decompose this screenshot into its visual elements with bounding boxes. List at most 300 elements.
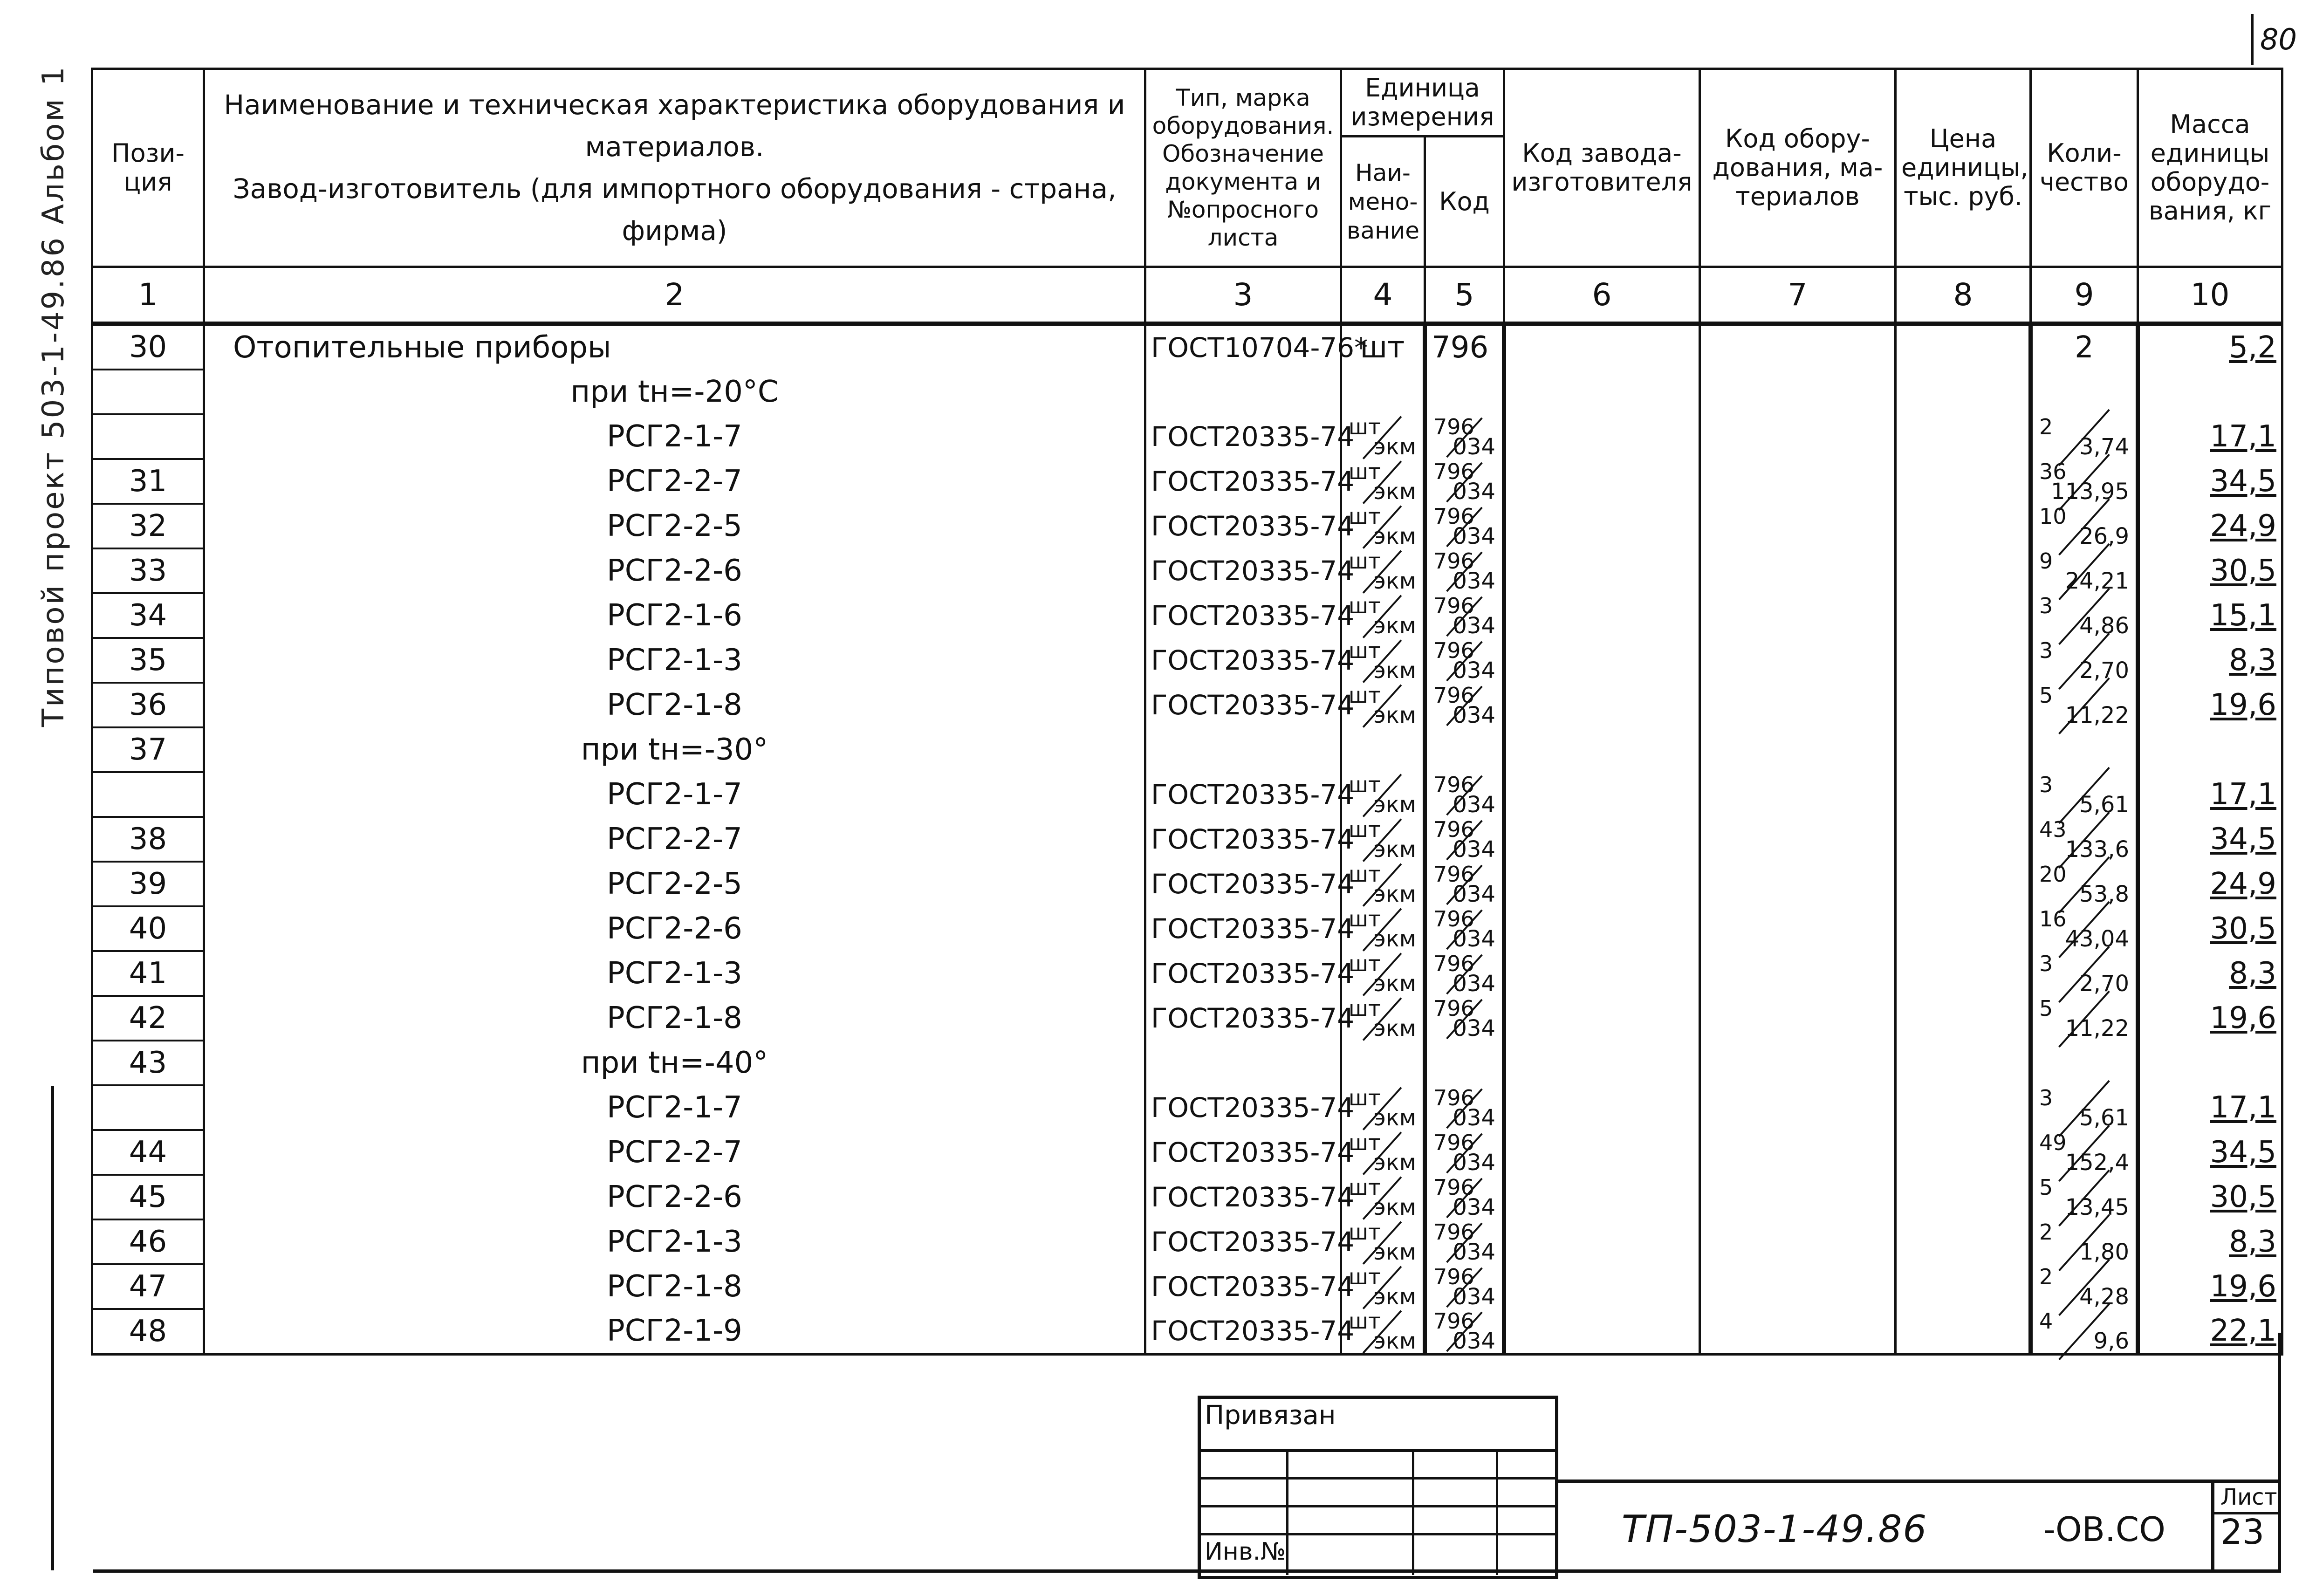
fraction-numerator: 4: [2039, 1308, 2053, 1334]
fraction: [1347, 593, 1418, 639]
row-document: ГОСТ20335-74: [1145, 414, 1341, 459]
fraction: [2037, 459, 2131, 505]
row-quantity: [2031, 370, 2138, 414]
row-factory-code: [1504, 459, 1700, 504]
row-price: [1896, 1219, 2031, 1264]
row-unit-code: [1425, 772, 1504, 817]
row-price: [1896, 638, 2031, 683]
fraction-numerator: 16: [2039, 906, 2067, 932]
fraction: [2037, 414, 2131, 460]
fraction: [1347, 1308, 1418, 1354]
row-unit: [1341, 727, 1425, 772]
fraction-denominator: экм: [1373, 1015, 1416, 1041]
row-mass: 30,5: [2138, 548, 2282, 593]
row-quantity: [2031, 1130, 2138, 1175]
fraction: [2037, 1308, 2131, 1354]
header-unit-code: Код: [1425, 137, 1504, 267]
fraction-numerator: шт: [1349, 548, 1381, 574]
fraction-numerator: 796: [1433, 772, 1474, 797]
fraction-numerator: шт: [1349, 1219, 1381, 1245]
row-factory-code: [1504, 996, 1700, 1041]
column-numbers-row: [92, 267, 2282, 324]
stamp-divider: [1198, 1533, 1558, 1535]
fraction-denominator: 034: [1453, 479, 1495, 505]
table-row: [92, 1085, 2282, 1130]
row-unit: [1341, 683, 1425, 727]
sheet-number: 23: [2220, 1512, 2265, 1552]
row-equipment-code: [1700, 1264, 1896, 1309]
fraction: [2037, 638, 2131, 684]
row-document: [1145, 727, 1341, 772]
fraction-numerator: 3: [2039, 593, 2053, 618]
table-row: [92, 996, 2282, 1041]
row-equipment-code: [1700, 1219, 1896, 1264]
fraction: [1432, 1219, 1497, 1265]
table-row: [92, 727, 2282, 772]
row-unit-code: [1425, 1130, 1504, 1175]
row-factory-code: [1504, 324, 1700, 370]
fraction: [1347, 817, 1418, 863]
row-position: 33: [92, 548, 204, 593]
row-position: 37: [92, 727, 204, 772]
row-quantity: [2031, 1264, 2138, 1309]
fraction-numerator: шт: [1349, 593, 1381, 618]
row-factory-code: [1504, 1309, 1700, 1354]
fraction-numerator: 5: [2039, 683, 2053, 708]
row-unit-code: [1425, 1041, 1504, 1085]
table-row: [92, 772, 2282, 817]
fraction-denominator: 43,04: [2065, 926, 2129, 952]
title-block-divider: [2211, 1480, 2214, 1573]
row-quantity: [2031, 951, 2138, 996]
row-quantity: [2031, 548, 2138, 593]
row-mass: 24,9: [2138, 504, 2282, 548]
empty-cell: [1425, 1354, 1504, 1360]
fraction-denominator: 152,4: [2065, 1150, 2129, 1176]
row-factory-code: [1504, 370, 1700, 414]
fraction-denominator: 034: [1453, 434, 1495, 460]
column-number: 1: [92, 267, 204, 324]
row-factory-code: [1504, 862, 1700, 906]
fraction-denominator: 034: [1453, 658, 1495, 684]
row-mass: 30,5: [2138, 1175, 2282, 1219]
row-price: [1896, 414, 2031, 459]
row-mass: 17,1: [2138, 414, 2282, 459]
fraction: [1432, 862, 1497, 907]
fraction-denominator: 034: [1453, 1015, 1495, 1041]
fraction-numerator: 2: [2039, 1219, 2053, 1245]
row-factory-code: [1504, 727, 1700, 772]
row-equipment-code: [1700, 459, 1896, 504]
fraction-denominator: 5,61: [2079, 792, 2129, 818]
row-position: 36: [92, 683, 204, 727]
row-quantity: [2031, 996, 2138, 1041]
fraction-numerator: шт: [1349, 638, 1381, 663]
fraction-denominator: экм: [1373, 702, 1416, 728]
table-row: [92, 1219, 2282, 1264]
fraction-numerator: шт: [1349, 1264, 1381, 1289]
row-document: ГОСТ20335-74: [1145, 459, 1341, 504]
row-mass: [2138, 370, 2282, 414]
fraction-numerator: шт: [1349, 862, 1381, 887]
header-name: Наименование и техническая характеристика оборудования и материалов. Завод-изготовитель (для импортного оборудования - страна, фирма): [204, 69, 1145, 267]
row-mass: 5,2: [2138, 324, 2282, 370]
fraction-numerator: 796: [1433, 1219, 1474, 1245]
fraction: [1347, 414, 1418, 460]
row-equipment-code: [1700, 996, 1896, 1041]
row-equipment-code: [1700, 593, 1896, 638]
row-unit: [1341, 414, 1425, 459]
fraction-numerator: 796: [1433, 414, 1474, 439]
header-factory-code: Код завода-изготовителя: [1504, 69, 1700, 267]
title-block-top-line: [1556, 1480, 2281, 1483]
row-price: [1896, 370, 2031, 414]
stamp-divider: [1198, 1449, 1558, 1452]
row-factory-code: [1504, 906, 1700, 951]
fraction: [1347, 548, 1418, 594]
row-factory-code: [1504, 1130, 1700, 1175]
row-unit: [1341, 772, 1425, 817]
fraction: [1432, 1085, 1497, 1131]
table-row: [92, 951, 2282, 996]
table-header: [92, 69, 2282, 324]
table-row: [92, 324, 2282, 370]
row-position: 30: [92, 324, 204, 370]
header-quantity: Коли-чество: [2031, 69, 2138, 267]
row-unit: [1341, 1085, 1425, 1130]
row-factory-code: [1504, 951, 1700, 996]
fraction: [2037, 951, 2131, 997]
row-quantity: [2031, 683, 2138, 727]
header-position: Пози- ция: [92, 69, 204, 267]
fraction: [1347, 506, 1418, 547]
row-quantity: 2: [2031, 324, 2138, 370]
row-quantity: [2031, 817, 2138, 862]
row-document: ГОСТ20335-74: [1145, 683, 1341, 727]
fraction-numerator: 9: [2039, 548, 2053, 574]
fraction-denominator: 113,95: [2051, 479, 2129, 505]
fraction-denominator: 26,9: [2079, 523, 2129, 549]
fraction: [2037, 1264, 2131, 1310]
row-unit: [1341, 638, 1425, 683]
row-position: [92, 772, 204, 817]
fraction: [1347, 638, 1418, 684]
fraction: [1347, 1177, 1418, 1218]
fraction-denominator: 034: [1453, 792, 1495, 818]
fraction-numerator: шт: [1349, 683, 1381, 708]
row-position: 31: [92, 459, 204, 504]
row-equipment-code: [1700, 1041, 1896, 1085]
fraction-numerator: 43: [2039, 817, 2067, 842]
fraction-numerator: шт: [1349, 951, 1381, 976]
fraction-denominator: экм: [1373, 523, 1416, 549]
fraction-denominator: 034: [1453, 702, 1495, 728]
fraction-denominator: экм: [1373, 1194, 1416, 1220]
fraction-denominator: экм: [1373, 568, 1416, 594]
row-name: РСГ2-1-8: [204, 1264, 1145, 1309]
row-quantity: [2031, 1309, 2138, 1354]
column-number: 8: [1896, 267, 2031, 324]
fraction-denominator: 034: [1453, 1150, 1495, 1176]
table-row: [92, 1041, 2282, 1085]
row-equipment-code: [1700, 906, 1896, 951]
empty-cell: [1504, 1354, 1700, 1360]
row-price: [1896, 548, 2031, 593]
fraction: [1432, 1130, 1497, 1176]
column-number: 5: [1425, 267, 1504, 324]
row-name: РСГ2-1-9: [204, 1309, 1145, 1354]
empty-cell: [92, 1354, 204, 1360]
fraction-denominator: 53,8: [2079, 881, 2129, 907]
row-equipment-code: [1700, 951, 1896, 996]
fraction-denominator: экм: [1373, 613, 1416, 639]
fraction-denominator: 034: [1453, 568, 1495, 594]
fraction-numerator: 5: [2039, 996, 2053, 1021]
row-position: 43: [92, 1041, 204, 1085]
row-factory-code: [1504, 1041, 1700, 1085]
column-number: 9: [2031, 267, 2138, 324]
row-name: РСГ2-1-7: [204, 772, 1145, 817]
fraction-denominator: 133,6: [2065, 836, 2129, 863]
fraction-numerator: 796: [1433, 951, 1474, 976]
fraction-denominator: экм: [1373, 1150, 1416, 1176]
header-type: Тип, марка оборудования. Обозначение документа и №опросного листа: [1145, 69, 1341, 267]
row-position: 42: [92, 996, 204, 1041]
fraction: [1432, 998, 1497, 1039]
row-quantity: [2031, 906, 2138, 951]
fraction: [1432, 506, 1497, 547]
fraction: [1432, 414, 1497, 460]
row-unit-code: [1425, 593, 1504, 638]
row-unit: [1341, 862, 1425, 906]
row-factory-code: [1504, 1175, 1700, 1219]
row-unit-code: [1425, 459, 1504, 504]
table-body: [92, 324, 2282, 1361]
empty-cell: [2031, 1354, 2138, 1360]
stamp-divider: [1412, 1449, 1414, 1575]
row-unit-code: [1425, 1175, 1504, 1219]
fraction-numerator: 3: [2039, 638, 2053, 663]
fraction-numerator: 796: [1433, 638, 1474, 663]
row-price: [1896, 996, 2031, 1041]
row-name: РСГ2-1-7: [204, 414, 1145, 459]
row-price: [1896, 459, 2031, 504]
table-row: [92, 459, 2282, 504]
row-price: [1896, 1041, 2031, 1085]
empty-cell: [1700, 1354, 1896, 1360]
fraction-denominator: 034: [1453, 1328, 1495, 1354]
row-unit: [1341, 996, 1425, 1041]
row-unit-code: [1425, 1309, 1504, 1354]
row-price: [1896, 1175, 2031, 1219]
fraction-numerator: шт: [1349, 414, 1381, 439]
row-unit: [1341, 951, 1425, 996]
row-equipment-code: [1700, 504, 1896, 548]
table-row: [92, 1309, 2282, 1354]
row-quantity: [2031, 593, 2138, 638]
row-price: [1896, 683, 2031, 727]
row-unit-code: [1425, 862, 1504, 906]
table-row: [92, 862, 2282, 906]
table-row: [92, 1175, 2282, 1219]
row-mass: 34,5: [2138, 817, 2282, 862]
row-equipment-code: [1700, 548, 1896, 593]
table-right-edge: [2278, 1333, 2281, 1573]
fraction-numerator: 796: [1433, 1308, 1474, 1334]
row-name: РСГ2-2-6: [204, 548, 1145, 593]
fraction-numerator: шт: [1349, 1175, 1381, 1200]
row-quantity: [2031, 727, 2138, 772]
row-unit: [1341, 1175, 1425, 1219]
row-position: 47: [92, 1264, 204, 1309]
row-name: РСГ2-1-3: [204, 638, 1145, 683]
table-row: [92, 1264, 2282, 1309]
fraction-numerator: шт: [1349, 1085, 1381, 1110]
stamp-inventory-label: Инв.№: [1205, 1538, 1286, 1566]
row-factory-code: [1504, 548, 1700, 593]
row-unit-code: [1425, 951, 1504, 996]
row-document: ГОСТ20335-74: [1145, 1085, 1341, 1130]
row-name: при tн=-20°С: [204, 370, 1145, 414]
fraction-denominator: экм: [1373, 792, 1416, 818]
row-mass: 19,6: [2138, 1264, 2282, 1309]
fraction: [1347, 1130, 1418, 1176]
fraction-denominator: 9,6: [2093, 1328, 2129, 1354]
row-name: РСГ2-2-7: [204, 459, 1145, 504]
fraction-denominator: экм: [1373, 881, 1416, 907]
row-document: ГОСТ20335-74: [1145, 1175, 1341, 1219]
row-factory-code: [1504, 1219, 1700, 1264]
row-mass: 8,3: [2138, 951, 2282, 996]
row-document: [1145, 370, 1341, 414]
empty-cell: [1145, 1354, 1341, 1360]
row-unit: [1341, 1041, 1425, 1085]
fraction-denominator: экм: [1373, 434, 1416, 460]
fraction-numerator: 796: [1433, 1130, 1474, 1155]
row-price: [1896, 1264, 2031, 1309]
stamp-divider: [1286, 1449, 1288, 1575]
column-number: 10: [2138, 267, 2282, 324]
row-price: [1896, 727, 2031, 772]
fraction-denominator: экм: [1373, 1239, 1416, 1265]
fraction: [1347, 1264, 1418, 1310]
row-unit: [1341, 593, 1425, 638]
fraction-denominator: 13,45: [2065, 1194, 2129, 1220]
row-price: [1896, 906, 2031, 951]
row-price: [1896, 324, 2031, 370]
row-mass: 34,5: [2138, 459, 2282, 504]
row-equipment-code: [1700, 638, 1896, 683]
sheet-bottom-line: [93, 1569, 2281, 1573]
row-document: ГОСТ20335-74: [1145, 817, 1341, 862]
fraction-denominator: 4,86: [2079, 613, 2129, 639]
row-document: ГОСТ20335-74: [1145, 593, 1341, 638]
fraction: [2037, 548, 2131, 594]
fraction-denominator: 24,21: [2065, 568, 2129, 594]
document-suffix: -ОВ.СО: [2043, 1510, 2165, 1549]
row-mass: 19,6: [2138, 996, 2282, 1041]
fraction: [2037, 772, 2131, 818]
fraction: [1432, 817, 1497, 863]
fraction-numerator: шт: [1349, 504, 1381, 529]
header-mass: Масса единицы оборудо-вания, кг: [2138, 69, 2282, 267]
row-mass: 17,1: [2138, 772, 2282, 817]
fraction-denominator: 5,61: [2079, 1105, 2129, 1131]
row-unit: [1341, 370, 1425, 414]
row-name: при tн=-30°: [204, 727, 1145, 772]
column-number: 4: [1341, 267, 1425, 324]
fraction-numerator: 3: [2039, 772, 2053, 797]
table-row: [92, 414, 2282, 459]
fraction: [1432, 906, 1497, 952]
row-unit-code: [1425, 996, 1504, 1041]
fraction-numerator: 796: [1433, 459, 1474, 484]
fraction-numerator: 796: [1433, 683, 1474, 708]
row-position: [92, 370, 204, 414]
row-factory-code: [1504, 593, 1700, 638]
fraction-denominator: экм: [1373, 479, 1416, 505]
fraction-numerator: 2: [2039, 1264, 2053, 1289]
fraction: [2037, 593, 2131, 639]
stamp-title: Привязан: [1205, 1400, 1336, 1431]
fraction-numerator: шт: [1349, 1130, 1381, 1155]
row-unit: [1341, 817, 1425, 862]
row-mass: 34,5: [2138, 1130, 2282, 1175]
fraction: [1347, 1085, 1418, 1131]
row-mass: 17,1: [2138, 1085, 2282, 1130]
stamp-divider: [1496, 1449, 1498, 1575]
row-mass: 15,1: [2138, 593, 2282, 638]
row-equipment-code: [1700, 370, 1896, 414]
fraction-numerator: шт: [1349, 772, 1381, 797]
row-document: ГОСТ20335-74: [1145, 906, 1341, 951]
row-document: ГОСТ20335-74: [1145, 504, 1341, 548]
fraction-numerator: 20: [2039, 862, 2067, 887]
row-unit-code: [1425, 683, 1504, 727]
fraction: [1432, 685, 1497, 726]
fraction: [1347, 906, 1418, 952]
column-number: 2: [204, 267, 1145, 324]
fraction-numerator: шт: [1349, 817, 1381, 842]
fraction-numerator: 796: [1433, 593, 1474, 618]
row-position: 48: [92, 1309, 204, 1354]
row-unit-code: [1425, 727, 1504, 772]
fraction-numerator: 796: [1433, 817, 1474, 842]
row-document: ГОСТ20335-74: [1145, 951, 1341, 996]
row-name: РСГ2-2-5: [204, 504, 1145, 548]
row-unit: [1341, 459, 1425, 504]
row-price: [1896, 862, 2031, 906]
fraction: [1432, 593, 1497, 639]
fraction: [1432, 548, 1497, 594]
row-position: 35: [92, 638, 204, 683]
row-equipment-code: [1700, 772, 1896, 817]
fraction-numerator: 796: [1433, 548, 1474, 574]
table-row-empty: [92, 1354, 2282, 1360]
row-unit: [1341, 1219, 1425, 1264]
row-price: [1896, 593, 2031, 638]
fraction-denominator: 1,80: [2079, 1239, 2129, 1265]
fraction-numerator: 49: [2039, 1130, 2067, 1155]
row-unit-code: 796: [1425, 324, 1504, 370]
row-document: ГОСТ20335-74: [1145, 862, 1341, 906]
row-mass: 8,3: [2138, 1219, 2282, 1264]
row-unit: [1341, 1264, 1425, 1309]
fraction-denominator: экм: [1373, 658, 1416, 684]
row-document: [1145, 1041, 1341, 1085]
fraction-numerator: 796: [1433, 1085, 1474, 1110]
header-unit-name: Наи- мено- вание: [1341, 137, 1425, 267]
